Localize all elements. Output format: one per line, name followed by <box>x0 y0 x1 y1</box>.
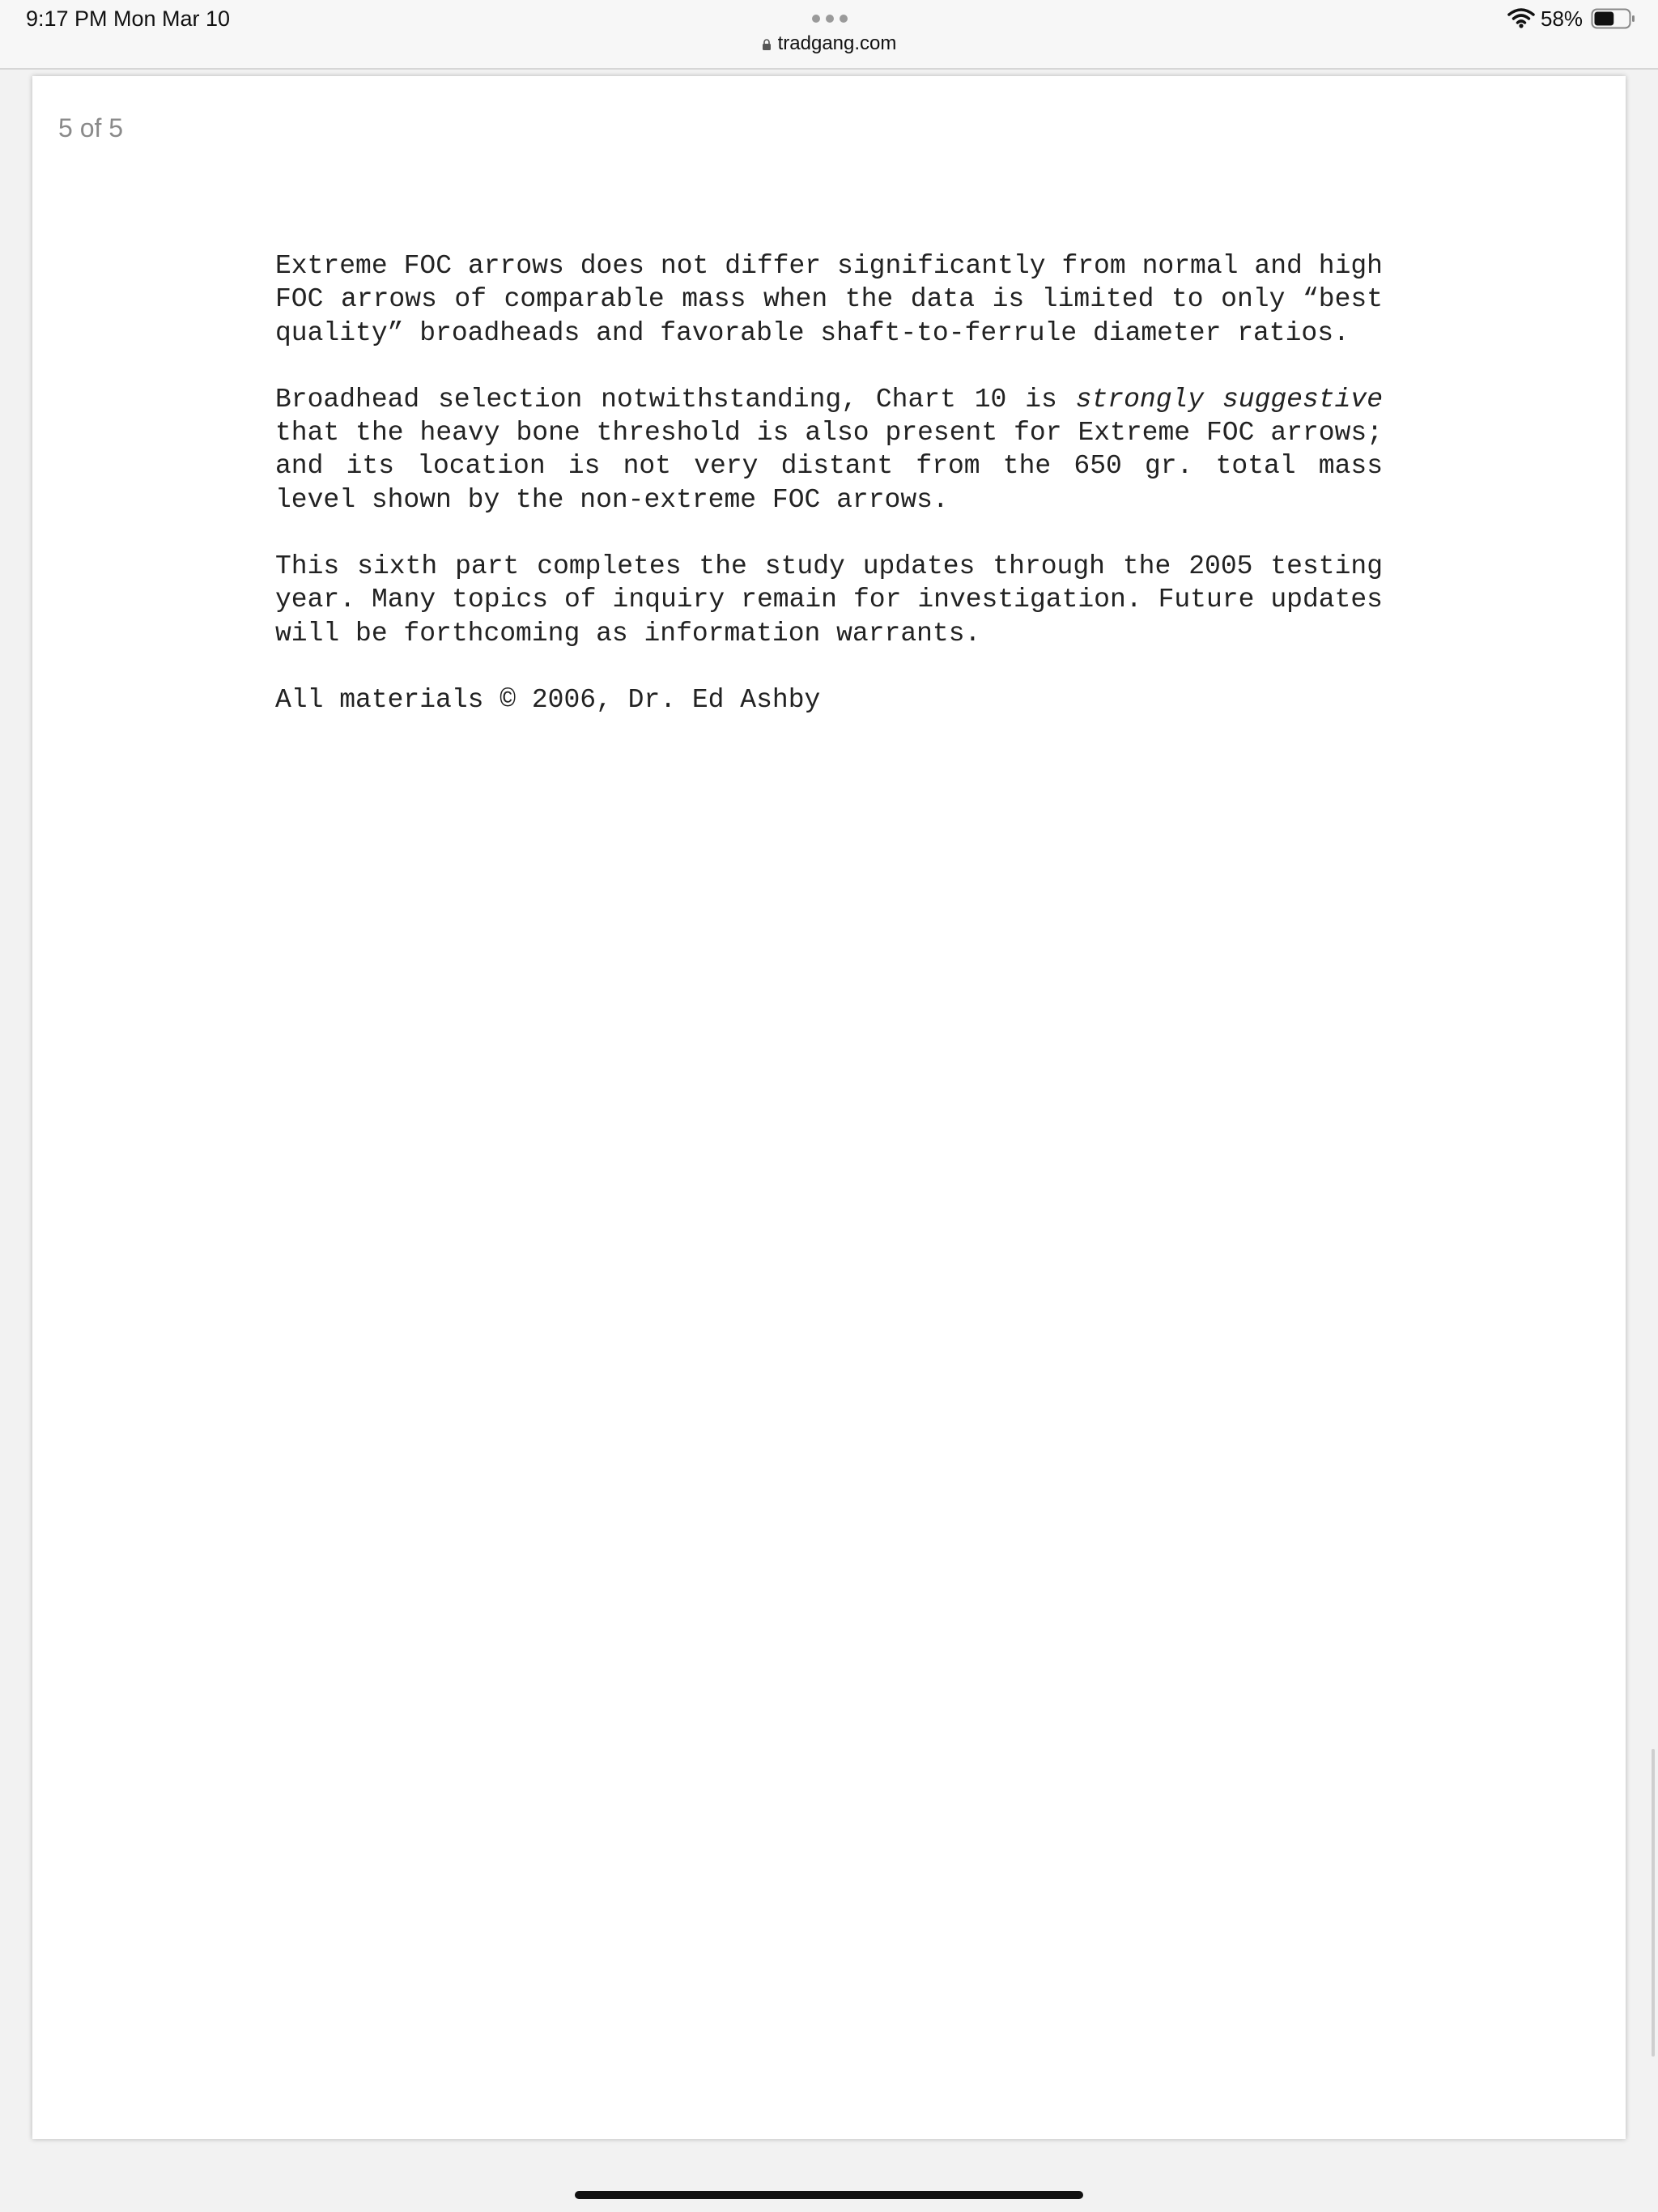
status-date: Mon Mar 10 <box>113 6 231 31</box>
wifi-icon <box>1507 6 1535 29</box>
browser-chrome <box>0 0 1658 70</box>
paragraph-sixth-part: This sixth part completes the study updates through the 2005 testing year. Many topics of inquiry remain for investigation. Future updates will be forthcoming as information warrants. <box>275 551 1383 649</box>
battery-icon <box>1591 8 1636 29</box>
page-indicator: 5 of 5 <box>58 113 124 143</box>
address-bar[interactable] <box>0 32 1658 55</box>
lock-icon <box>762 39 772 50</box>
emphasis-text: strongly suggestive <box>1075 384 1384 415</box>
pdf-page[interactable] <box>32 76 1626 2139</box>
battery-percentage: 58% <box>1541 6 1584 31</box>
scrollbar[interactable] <box>1652 1749 1655 2057</box>
document-body <box>275 249 1383 750</box>
paragraph-extreme-foc: Extreme FOC arrows does not differ significantly from normal and high FOC arrows of comparable mass when the data is limited to only “best quality” broadheads and favorable shaft-to-ferrule diameter ratios. <box>275 251 1383 348</box>
url-text: tradgang.com <box>777 32 897 54</box>
paragraph-broadhead-selection <box>275 383 1383 517</box>
paragraph-text-end: that the heavy bone threshold is also present for Extreme FOC arrows; and its location is not very distant from the 650 gr. total mass level shown by the non-extreme FOC arrows. <box>275 418 1383 515</box>
home-indicator[interactable] <box>575 2191 1083 2199</box>
more-dots-icon[interactable] <box>812 15 848 23</box>
status-time: 9:17 PM <box>26 6 108 31</box>
paragraph-text-start: Broadhead selection notwithstanding, Chart 10 is <box>275 384 1076 415</box>
copyright-line: All materials © 2006, Dr. Ed Ashby <box>275 684 821 715</box>
